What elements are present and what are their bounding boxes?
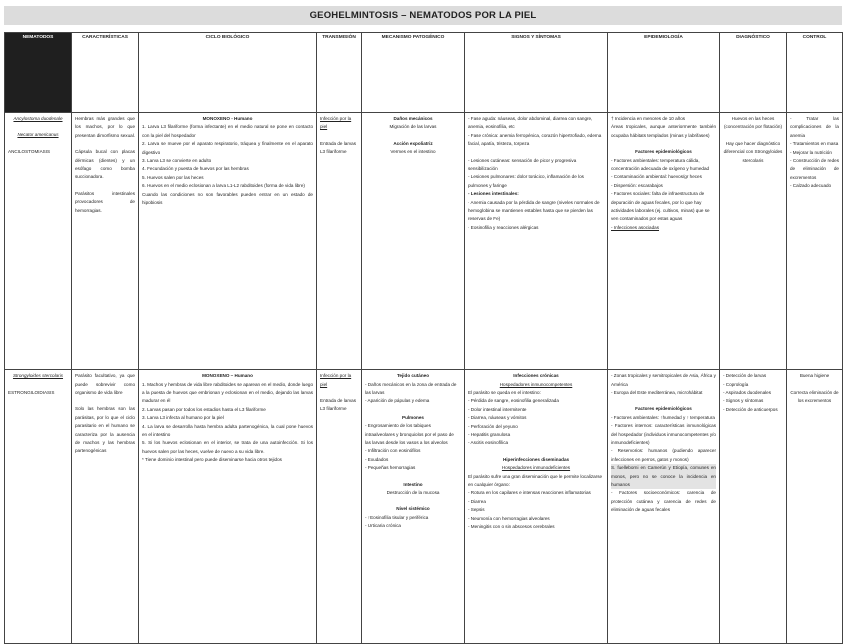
text-line: - Detección de anticuerpos [723, 406, 778, 412]
text-line: Parásitos intestinales provocadores de hemorragias. [75, 190, 135, 213]
text-line: Áreas tropicales, aunque anteriormente también ocupaba hábitats templados (minas y labrifases) [611, 124, 716, 138]
text-line: - Dolor intestinal intermitente [468, 406, 527, 412]
text-line: - Detección de larvas [723, 373, 767, 379]
text-line: 2. Larva se mueve por el aparato respiratorio, tráquea y finalmente en el aparato digestivo [142, 141, 313, 155]
cycle-type: MONOXENO - Humano [202, 116, 253, 121]
text-line: - Europa del Este mediterránea, microhábitat [611, 390, 703, 395]
text-line: - Meningitis con o sin abscesos cerebrales [468, 524, 555, 530]
subheading: Hospedadores inmunocompetentes [499, 381, 573, 387]
document-title: GEOHELMINTOSIS – NEMATODOS POR LA PIEL [4, 6, 842, 25]
text-line: - Infiltración con eosinófilos [365, 448, 421, 454]
text-line: - Calzado adecuado [790, 183, 832, 189]
species-name: Necator americanus [17, 132, 59, 138]
cell-epidemiologia [608, 113, 720, 370]
text-line: † Incidencia en menores de 10 años [611, 116, 686, 121]
subheading: Intestino [403, 481, 423, 487]
header-caracteristicas: CARACTERÍSTICAS [72, 33, 139, 113]
text-line: - Contaminación ambiental: huevos/gr heces [611, 174, 702, 180]
disease-name: ANCILOSTOMIASIS [8, 148, 51, 154]
text-line: Correcta eliminación de los excrementos [790, 389, 839, 403]
text-line: - Engrosamiento de los tabiques intraalveolares y bronquiolos por el paso de las larvas desde los vasos a los alveolos [365, 423, 454, 446]
text-line: - Lesiones intestinales: [468, 191, 519, 197]
text-line: 1. Larva L3 filariforme (forma infectante) en el medio natural se pone en contacto con la piel del hospedador [142, 124, 313, 138]
cell-nematodos [5, 370, 72, 644]
text-line: Migración de las larvas [389, 124, 437, 130]
subheading: Factores epidemiológicos [635, 149, 692, 155]
subheading: Daños mecánicos [393, 116, 433, 121]
text-line: - Zonas tropicales y semitropicales de Asia, África y América [611, 373, 716, 387]
cell-signos [465, 113, 608, 370]
text-line: Parásito facultativo, ya que puede sobrevivir como organismo de vida libre [75, 373, 135, 395]
header-diagnostico: DIAGNÓSTICO [720, 33, 787, 113]
text-line: 2. Larvas pasan por todos los estadios hasta el L3 filariforme [142, 406, 266, 412]
cell-transmision [317, 113, 362, 370]
cell-nematodos [5, 113, 72, 370]
header-row [5, 33, 843, 113]
header-ciclo: CICLO BIOLÓGICO [139, 33, 317, 113]
text-line: - Dispersión: escarabajos [611, 182, 663, 188]
text-line: - Lesiones cutáneas: sensación de picor y progresiva sensibilización [468, 157, 577, 172]
text-line: - Aparición de pápulas y edema [365, 398, 430, 404]
text-line: Vermes en el intestino [390, 149, 436, 155]
text-line: - Infecciones asociadas [611, 224, 660, 230]
text-line: 3. Larva L3 se convierte en adulto [142, 158, 212, 164]
text-line: - Fase aguda: náuseas, dolor abdominal, diarrea con sangre, anemia, eosinofilia, etc [468, 116, 593, 130]
text-line: - Perforación del yeyuno [468, 423, 518, 429]
text-line: El parásito se queda en el intestino: [468, 390, 541, 395]
text-line: - Signos y síntomas [723, 398, 764, 404]
subheading: Infecciones crónicas [513, 373, 559, 379]
text-line: - Aspirados duodenales [723, 390, 772, 395]
header-epidemiologia: EPIDEMIOLOGÍA [608, 33, 720, 113]
text-line: 4. Fecundación y puesta de huevos por las hembras [142, 166, 249, 172]
text-line: 5. Huevos salen por las heces [142, 174, 204, 180]
text-line: - Fase crónica: anemia ferropénica, corazón hipertrofiado, edema facial, apatía, tristeza, torpeza [468, 132, 602, 147]
text-line: - Neumonía con hemorragias alveolares [468, 515, 550, 521]
cell-ciclo [139, 370, 317, 644]
text-line: 1. Machos y hembras de vida libre rabditoides se aparean en el medio, donde luego a la puesta de huevos que embrionan y eclosionan en el medio, dejando las larvas madurar en él [142, 381, 313, 404]
text-line: 6. Huevos en el medio eclosionan a larva L1-L2 rabditoides (forma de vida libre) [142, 183, 305, 189]
text-line: - Lesiones pulmonares: dolor torácico, inflamación de los pulmones y faringe [468, 174, 584, 188]
text-line: - Construcción de redes de eliminación de excrementos [790, 158, 839, 180]
subheading: Acción expoliatriz [393, 140, 433, 146]
text-line: Entrada de larvas L3 filariforme [320, 398, 357, 412]
text-line: - Tratar las complicaciones de la anemia [790, 116, 839, 138]
text-line: - Coprología [723, 381, 749, 387]
text-line: - Factores sociales: falta de infraestructura de depuración de aguas fecales, por lo que hay actividades laborales (ej. cultivos, minas) que se ven contaminados por estas aguas [611, 191, 710, 222]
text-line: Huevos en las heces (concentración por flotación) [724, 116, 782, 130]
subheading: Hospedadores inmunodeficientes [501, 465, 571, 471]
text-line: Cápsula bucal con placas dérmicas (dientes) y un esófago como bomba succionadora. [75, 149, 135, 180]
text-line: - Diarrea, náuseas y vómitos [468, 415, 527, 421]
text-line: - Factores internos: características inmunológicas del hospedador (individuos inmunocompetentes y/o inmunodeficientes) [611, 423, 716, 446]
header-nematodos: NEMATODOS [5, 33, 72, 113]
text-line: - Daños mecánicos en la zona de entrada de las larvas [365, 381, 457, 395]
nematodes-table [4, 32, 843, 644]
text-line: El parásito sufre una gran diseminación que le permite localizarse en cualquier órgano: [468, 473, 603, 488]
text-line: - Hepatitis granulosa [468, 432, 511, 438]
disease-name: ESTRONGILOIDIASIS [8, 389, 55, 395]
cell-caracteristicas [72, 113, 139, 370]
text-line: * Tiene dominio intestinal pero puede diseminarse hacia otros tejidos [142, 457, 282, 463]
text-line: - Factores ambientales: temperatura cálida, concentración adecuada de oxígeno y humedad [611, 157, 710, 172]
subheading: Factores epidemiológicos [635, 406, 692, 412]
cell-control [787, 370, 843, 644]
species-name: Ancylostoma duodenale [13, 116, 63, 121]
cell-ciclo [139, 113, 317, 370]
table-row-estrongiloidiasis [5, 370, 843, 644]
text-line: Entrada de larvas L3 filariforme [320, 140, 357, 155]
text-line: - Factores socioeconómicos: carencia de protección cutánea y carencia de redes de eliminación de aguas fecales [611, 490, 716, 513]
highlighted-note: S. fuelleborni en Camerún y Etiopía, comunes en monos, pero no se conoce la incidencia en humanos [611, 464, 716, 489]
text-line: - Exudados [365, 456, 389, 462]
text-line: - Factores ambientales: ↑humedad y ↑ temperatura [611, 414, 715, 420]
text-line: 3. Larva L3 infecta al humano por la piel [142, 415, 224, 421]
header-signos: SIGNOS Y SÍNTOMAS [465, 33, 608, 113]
text-line: Buena higiene [799, 373, 830, 379]
cell-epidemiologia [608, 370, 720, 644]
text-line: - Rotura en los capilares e intensas reacciones inflamatorias [468, 490, 591, 496]
text-line: - Tratamientos en masa [790, 141, 839, 147]
cell-caracteristicas [72, 370, 139, 644]
text-line: Solo las hembras son las parásitas, por lo que el ciclo parasitario en el humano se caracteriza por la ausencia de machos y las hembras partenogénicas [75, 406, 135, 454]
table-row-ancilostomiasis [5, 113, 843, 370]
text-line: - Reservorios: humanos (pudiendo aparecer infecciones en perros, gatos y monos) [611, 448, 716, 462]
text-line: Hembras más grandes que los machos, por lo que presentan dimorfismo sexual. [75, 116, 136, 138]
text-line: - Sepsis [468, 507, 485, 513]
header-transmision: TRANSMISIÓN [317, 33, 362, 113]
subheading: Nivel sistémico [396, 506, 430, 512]
text-line: Hay que hacer diagnóstico diferencial con Strongyloides stercolaris [723, 140, 783, 163]
cell-signos [465, 370, 608, 644]
text-line: - ↑Eosinofilia tisular y periférica [365, 514, 429, 520]
text-line: 5. Si los huevos eclosionan en el interior, se trata de una autoinfección. Si los huevos salen por las heces, vuelve de nuevo a su vida libre. [142, 440, 313, 454]
text-line: - Urticaria crónica [365, 523, 401, 529]
text-line: - Pérdida de sangre, eosinofilia generalizada [468, 398, 559, 404]
text-line: Destrucción de la mucosa [386, 490, 440, 496]
header-mecanismo: MECANISMO PATOGÉNICO [362, 33, 465, 113]
text-line: - Mejorar la nutrición [790, 149, 832, 155]
header-control: CONTROL [787, 33, 843, 113]
text-line: - Pequeñas hemorragias [365, 465, 416, 471]
subheading: Pulmones [402, 414, 424, 420]
cell-diagnostico [720, 113, 787, 370]
text-line: Cuando las condiciones no son favorables pueden entrar en un estado de hipobiosis [142, 191, 313, 206]
cell-mecanismo [362, 113, 465, 370]
text-line: · Eosinofilia y reacciones alérgicas [468, 224, 539, 230]
subheading: Hiperinfecciones diseminadas [502, 456, 570, 462]
species-name: Strongyloides stercolaris [12, 373, 64, 379]
text-line: - Ascitis eosinofílica [468, 440, 509, 446]
text-line: Infección por la piel [320, 116, 352, 130]
cell-control [787, 113, 843, 370]
text-line: Infección por la piel [320, 373, 352, 387]
text-line: · Anemia causada por la pérdida de sangre (niveles normales de hemoglobina se mantienen estables hasta que se pierden las reservas de Fe) [468, 199, 600, 222]
cell-transmision [317, 370, 362, 644]
subheading: Tejido cutáneo [396, 373, 430, 379]
cell-diagnostico [720, 370, 787, 644]
text-line: 4. La larva se desarrolla hasta hembra adulta partenogénica, la cual pone huevos en el intestino [142, 423, 313, 438]
cycle-type: MONOXENO – Humano [202, 373, 253, 379]
cell-mecanismo [362, 370, 465, 644]
text-line: - Diarrea [468, 498, 486, 504]
